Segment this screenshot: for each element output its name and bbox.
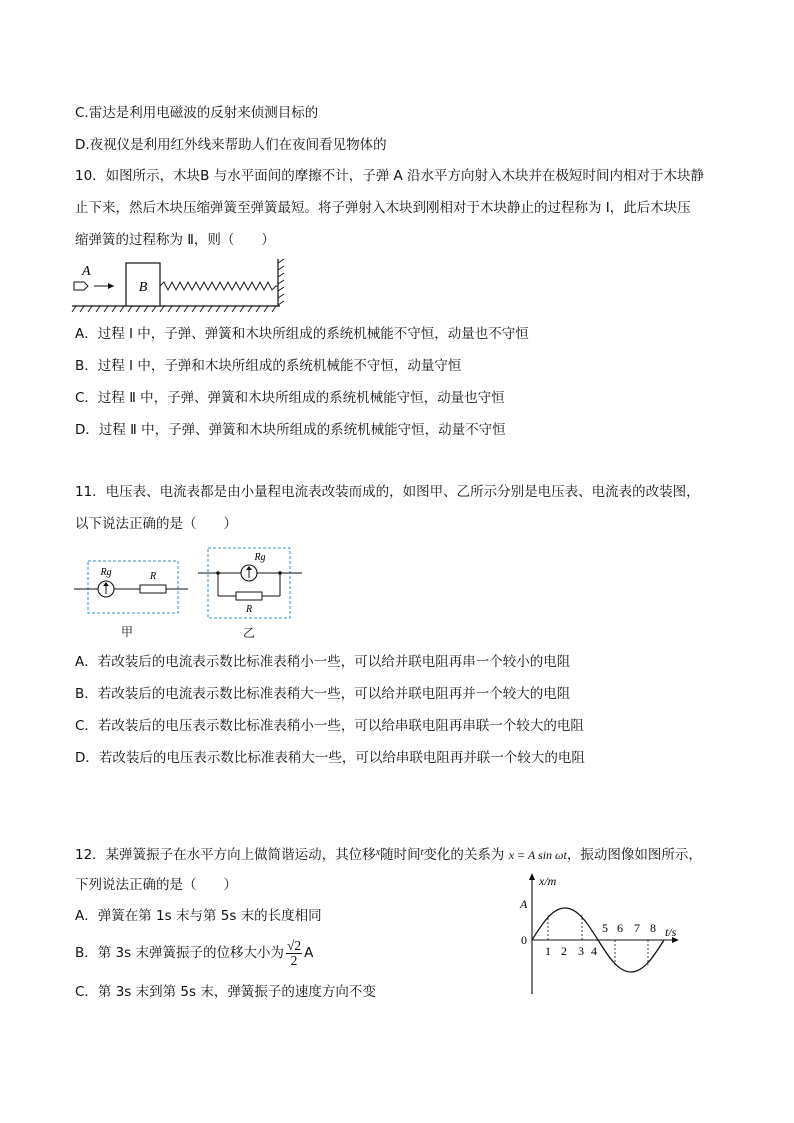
- q11-option-c: C．若改装后的电压表示数比标准表稍小一些，可以给串联电阻再串联一个较大的电阻: [75, 718, 584, 734]
- tick-7: 7: [634, 921, 640, 935]
- graph-amplitude-label: A: [520, 897, 528, 911]
- tick-4: 4: [591, 944, 597, 958]
- q10-stem-line-1: 10．如图所示，木块B 与水平面间的摩擦不计，子弹 A 沿水平方向射入木块并在极短时间内相对于木块静: [75, 168, 705, 184]
- ammeter-circuit-figure: [198, 546, 302, 646]
- figure-jia-label: 甲: [121, 625, 134, 639]
- q12-stem-line-1: [75, 844, 702, 864]
- r-label-jia: R: [149, 571, 157, 582]
- q9-option-c: C.雷达是利用电磁波的反射来侦测目标的: [75, 105, 319, 121]
- q9-option-d: D.夜视仪是利用红外线来帮助人们在夜间看见物体的: [75, 137, 387, 153]
- q10-option-a: A．过程 Ⅰ 中，子弹、弹簧和木块所组成的系统机械能不守恒，动量也不守恒: [75, 326, 529, 342]
- q12-var-x: x: [375, 847, 381, 858]
- tick-3: 3: [578, 944, 584, 958]
- q12-option-b: [75, 938, 313, 968]
- graph-x-label: t/s: [665, 925, 677, 939]
- q10-stem-line-2: 止下来，然后木块压缩弹簧至弹簧最短。将子弹射入木块到刚相对于木块静止的过程称为 Ⅰ，此后木块压: [75, 200, 691, 216]
- q11-option-d: D．若改装后的电压表示数比标准表稍大一些，可以给串联电阻再并联一个较大的电阻: [75, 750, 585, 766]
- q12-var-t: t: [420, 847, 424, 858]
- sqrt2-over-2-fraction: [286, 939, 302, 968]
- q10-option-c: C．过程 Ⅱ 中，子弹、弹簧和木块所组成的系统机械能守恒，动量也守恒: [75, 390, 505, 406]
- q12-option-c: C．第 3s 末到第 5s 末，弹簧振子的速度方向不变: [75, 984, 376, 1000]
- figure-yi-label: 乙: [243, 626, 256, 640]
- block-b-label: B: [138, 280, 148, 295]
- rg-label-yi: Rg: [254, 552, 266, 563]
- q11-option-a: A．若改装后的电流表示数比标准表稍小一些，可以给并联电阻再串一个较小的电阻: [75, 654, 571, 670]
- graph-origin-label: 0: [521, 933, 527, 947]
- tick-5: 5: [602, 921, 608, 935]
- bullet-a-label: A: [82, 264, 91, 279]
- q12-stem-part-3: 变化的关系为: [423, 847, 505, 863]
- q12-stem-part-4: ，振动图像如图所示，: [566, 847, 702, 863]
- q12-stem-part-2: 随时间: [380, 847, 421, 863]
- tick-6: 6: [617, 921, 623, 935]
- q11-stem-line-1: 11．电压表、电流表都是由小量程电流表改装而成的，如图甲、乙所示分别是电压表、电流表的改装图，: [75, 484, 700, 500]
- q12-option-a: A．弹簧在第 1s 末与第 5s 末的长度相同: [75, 908, 322, 924]
- fraction-denominator: 2: [290, 952, 298, 968]
- q12-stem-line-2: 下列说法正确的是（ ）: [75, 877, 237, 893]
- bullet-block-spring-figure: [70, 255, 295, 317]
- q10-option-d: D．过程 Ⅱ 中，子弹、弹簧和木块所组成的系统机械能守恒，动量不守恒: [75, 422, 506, 438]
- fraction-numerator: √2: [286, 937, 302, 953]
- q12-option-b-text: B．第 3s 末弹簧振子的位移大小为: [75, 945, 284, 961]
- q11-option-b: B．若改装后的电流表示数比标准表稍大一些，可以给并联电阻再并一个较大的电阻: [75, 686, 571, 702]
- q12-stem-part-1: 12．某弹簧振子在水平方向上做简谐运动，其位移: [75, 847, 376, 863]
- rg-label-jia: Rg: [100, 567, 112, 578]
- q10-option-b: B．过程 Ⅰ 中，子弹和木块所组成的系统机械能不守恒，动量守恒: [75, 358, 462, 374]
- r-label-yi: R: [245, 604, 253, 615]
- tick-2: 2: [561, 944, 567, 958]
- q12-equation: x = A sin ωt: [508, 848, 567, 862]
- graph-y-label: x/m: [539, 874, 557, 888]
- voltmeter-circuit-figure: [72, 557, 190, 645]
- q12-option-b-unit: A: [304, 945, 314, 961]
- q11-stem-line-2: 以下说法正确的是（ ）: [75, 516, 237, 532]
- vibration-graph: [512, 870, 692, 995]
- tick-1: 1: [545, 944, 551, 958]
- q10-stem-line-3: 缩弹簧的过程称为 Ⅱ，则（ ）: [75, 232, 275, 248]
- tick-8: 8: [650, 921, 656, 935]
